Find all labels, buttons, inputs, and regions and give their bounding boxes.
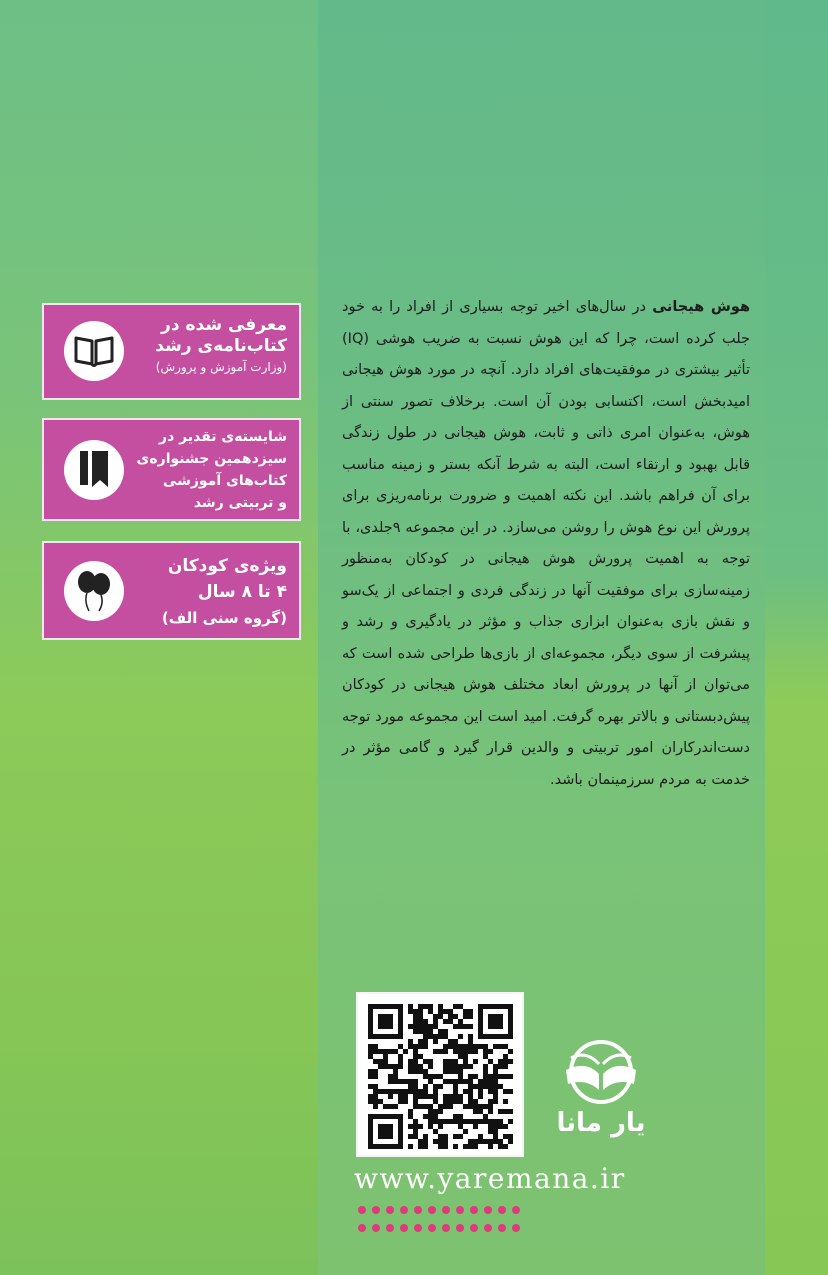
decorative-dot [358,1206,366,1214]
badge-age-group [42,541,301,640]
cover-right-panel [765,0,828,1275]
decorative-dot [470,1224,478,1232]
decorative-dot [400,1224,408,1232]
badge-line: کتاب‌های آموزشی [162,473,287,489]
qr-code-icon [356,992,524,1157]
decorative-dot [386,1206,394,1214]
decorative-dot [400,1206,408,1214]
badge-line: و تربیتی رشد [193,495,287,511]
decorative-dot [442,1224,450,1232]
decorative-dot [428,1224,436,1232]
badge-subline: (وزارت آموزش و پرورش) [155,360,287,374]
publisher-url[interactable]: www.yaremana.ir [354,1162,626,1195]
decorative-dot [386,1224,394,1232]
badge-line: ۴ تا ۸ سال [197,582,287,602]
badge-roshd-festival [42,418,301,521]
decorative-dot [512,1224,520,1232]
decorative-dot [414,1206,422,1214]
decorative-dot [498,1224,506,1232]
decorative-dot [484,1206,492,1214]
badge-line: ویژه‌ی کودکان [167,556,287,576]
decorative-dot [372,1206,380,1214]
decorative-dot [456,1206,464,1214]
badge-line: سیزدهمین جشنواره‌ی [136,451,287,467]
open-book-wings-icon [546,1030,656,1110]
publisher-logo [546,1030,656,1170]
decorative-dot [470,1206,478,1214]
decorative-dot [414,1224,422,1232]
badge-line: کتاب‌نامه‌ی رشد [155,336,287,356]
publisher-name: یار مانا [556,1108,646,1138]
bookmark-icon [64,440,124,500]
decorative-dot [442,1206,450,1214]
decorative-dot [358,1224,366,1232]
book-description [342,292,750,796]
decorative-dot [498,1206,506,1214]
decorative-dot [456,1224,464,1232]
decorative-dot [512,1206,520,1214]
balloons-icon [64,561,124,621]
decorative-dot [428,1206,436,1214]
decorative-dot [484,1224,492,1232]
open-book-icon [64,321,124,381]
badge-line: شایسته‌ی تقدیر در [159,429,287,445]
badge-line: (گروه سنی الف) [161,609,287,627]
description-lead: هوش هیجانی [652,299,751,315]
badge-roshd-catalog [42,303,301,400]
badge-line: معرفی شده در [161,315,287,335]
description-text: در سال‌های اخیر توجه بسیاری از افراد را به خود جلب کرده است، چرا که این هوش نسبت به ضریب هوشی (IQ) تأثیر بیشتری در موفقیت‌های افراد دارد. آنچه در مورد هوش هیجانی امیدبخش است، اکتسابی بودن آن است. برخلاف تصور سنتی از هوش، به‌عنوان امری ذاتی و ثابت، هوش هیجانی در طول زندگی قابل بهبود و ارتقاء است، البته به شرط آنکه بستر و زمینه مناسب برای آن فراهم باشد. این نکته اهمیت و ضرورت برنامه‌ریزی برای پرورش این نوع هوش را روشن می‌سازد. در این مجموعه ۹جلدی، با توجه به اهمیت پرورش هوش هیجانی در کودکان به‌منظور زمینه‌سازی برای موفقیت آنها در زندگی فردی و اجتماعی از یک‌سو و نقش بازی به‌عنوان ابزاری جذاب و مؤثر در یادگیری و رشد و پیشرفت از سوی دیگر، مجموعه‌ای از بازی‌ها طراحی شده است که می‌توان از آنها در پرورش ابعاد مختلف هوش هیجانی در کودکان پیش‌دبستانی و بالاتر بهره گرفت. امید است این مجموعه مورد توجه دست‌اندرکاران امور تربیتی و والدین قرار گیرد و گامی مؤثر در خدمت به مردم سرزمینمان باشد. [342,299,750,788]
decorative-dot [372,1224,380,1232]
